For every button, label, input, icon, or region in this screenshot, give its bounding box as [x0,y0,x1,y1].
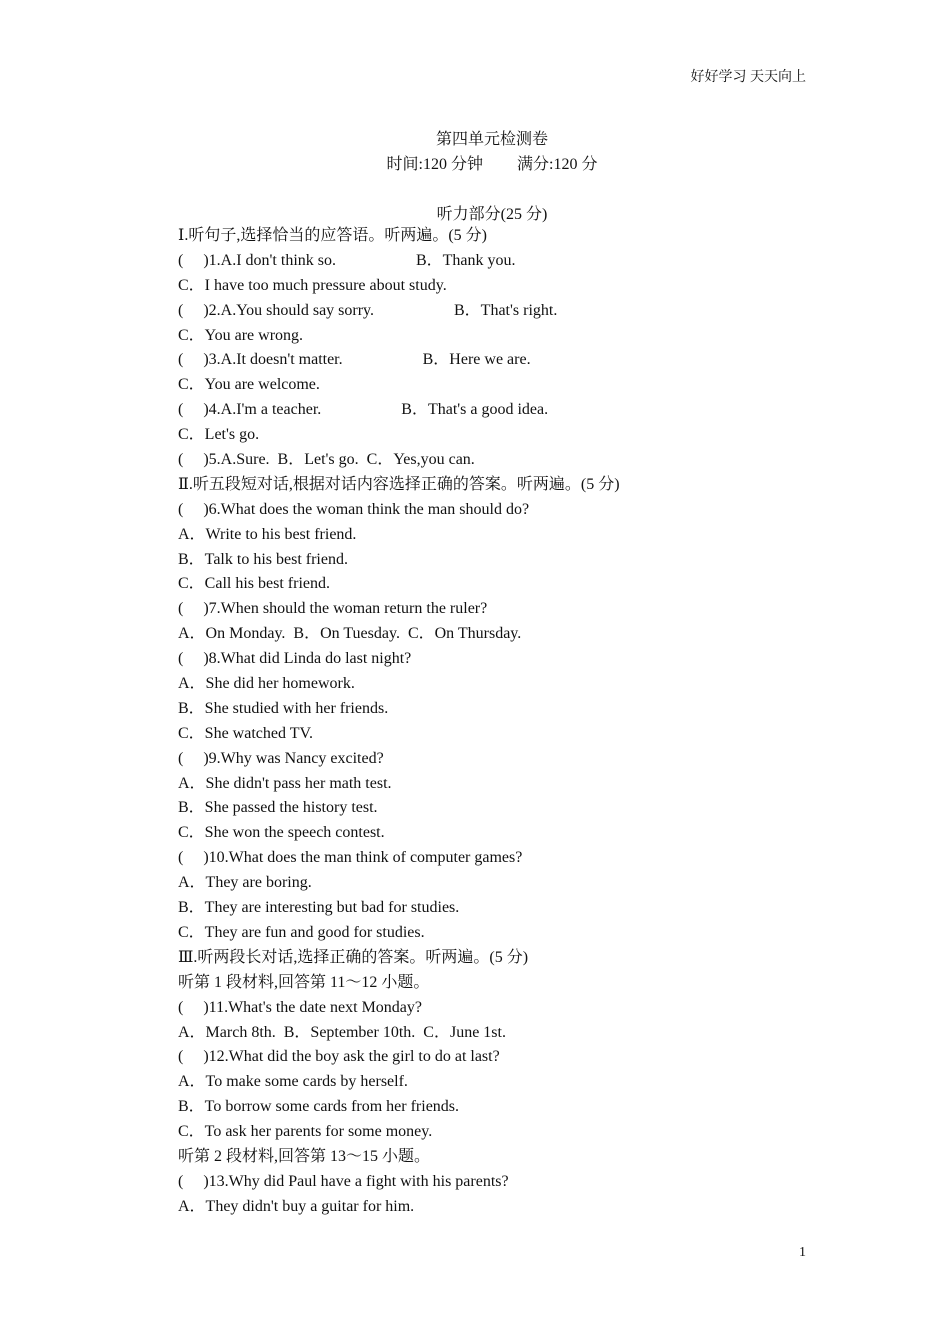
text-line: ( )4.A.I'm a teacher. B．That's a good idea. [178,401,549,419]
text-line: C．Call his best friend. [178,575,330,593]
header-motto: 好好学习 天天向上 [690,70,806,85]
text-line: C．You are welcome. [178,376,320,394]
text-line: A．To make some cards by herself. [178,1073,408,1091]
text-line: ( )8.What did Linda do last night? [178,650,412,668]
text-line: ( )2.A.You should say sorry. B．That's right. [178,301,558,319]
text-line: ( )12.What did the boy ask the girl to do at last? [178,1048,500,1066]
text-line: ( )10.What does the man think of computer games? [178,849,523,867]
text-line: Ⅱ.听五段短对话,根据对话内容选择正确的答案。听两遍。(5 分) [178,475,620,493]
question-list [178,224,818,1220]
text-line: B．She studied with her friends. [178,699,389,717]
exam-time: 时间:120 分钟 [386,156,483,173]
text-line: ( )9.Why was Nancy excited? [178,749,384,767]
text-line: A．March 8th. B．September 10th. C．June 1st. [178,1023,506,1041]
section-title: 听力部分(25 分) [436,206,548,223]
exam-score: 满分:120 分 [517,156,598,173]
text-line: B．She passed the history test. [178,799,378,817]
text-line: C．To ask her parents for some money. [178,1123,433,1141]
text-line: A．On Monday. B．On Tuesday. C．On Thursday. [178,625,522,643]
text-line: 听第 2 段材料,回答第 13～15 小题。 [178,1147,431,1165]
text-line: C．I have too much pressure about study. [178,276,447,294]
text-line: C．They are fun and good for studies. [178,923,425,941]
text-line: ( )11.What's the date next Monday? [178,998,422,1016]
text-line: A．They are boring. [178,874,312,892]
text-line: A．They didn't buy a guitar for him. [178,1197,415,1215]
text-line: ( )3.A.It doesn't matter. B．Here we are. [178,351,531,369]
text-line: 听第 1 段材料,回答第 11～12 小题。 [178,973,430,991]
text-line: Ⅲ.听两段长对话,选择正确的答案。听两遍。(5 分) [178,948,529,966]
text-line: A．She did her homework. [178,675,355,693]
page-number: 1 [799,1245,806,1260]
text-line: Ⅰ.听句子,选择恰当的应答语。听两遍。(5 分) [178,227,487,244]
text-line: ( )7.When should the woman return the ruler? [178,600,488,618]
page-title: 第四单元检测卷 [435,131,548,148]
text-line: C．You are wrong. [178,326,304,344]
text-line: B．Talk to his best friend. [178,550,348,568]
text-line: B．They are interesting but bad for studies. [178,899,460,917]
text-line: ( )1.A.I don't think so. B．Thank you. [178,251,516,269]
text-line: A．Write to his best friend. [178,525,357,543]
text-line: ( )13.Why did Paul have a fight with his parents? [178,1172,509,1190]
exam-meta [0,151,950,174]
text-line: A．She didn't pass her math test. [178,774,392,792]
text-line: C．She watched TV. [178,724,313,742]
text-line: ( )5.A.Sure. B．Let's go. C．Yes,you can. [178,451,475,469]
text-line: C．She won the speech contest. [178,824,385,842]
text-line: C．Let's go. [178,426,260,444]
text-line: ( )6.What does the woman think the man should do? [178,500,530,518]
text-line: B．To borrow some cards from her friends. [178,1098,460,1116]
